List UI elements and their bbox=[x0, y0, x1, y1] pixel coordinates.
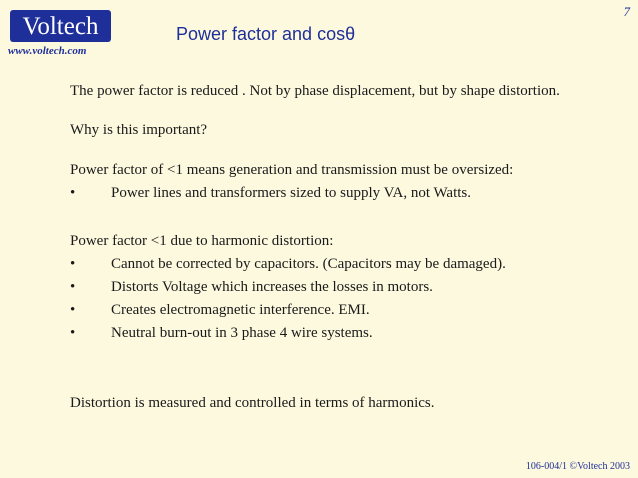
bullet-marker: • bbox=[70, 325, 76, 341]
website-url: www.voltech.com bbox=[8, 45, 87, 57]
question-line: Why is this important? bbox=[70, 122, 208, 138]
voltech-logo bbox=[10, 10, 111, 42]
section2-bullet-1: Cannot be corrected by capacitors. (Capacitors may be damaged). bbox=[111, 256, 506, 272]
section2-bullet-3: Creates electromagnetic interference. EMI. bbox=[111, 302, 370, 318]
section1-bullet-1: Power lines and transformers sized to supply VA, not Watts. bbox=[111, 185, 472, 201]
page-number: 7 bbox=[623, 4, 630, 19]
section2-bullet-2: Distorts Voltage which increases the losses in motors. bbox=[111, 279, 433, 295]
section2-heading: Power factor <1 due to harmonic distortion: bbox=[70, 233, 334, 249]
section1-heading: Power factor of <1 means generation and transmission must be oversized: bbox=[70, 162, 514, 178]
intro-line: The power factor is reduced . Not by phase displacement, but by shape distortion. bbox=[70, 83, 560, 99]
bullet-marker: • bbox=[70, 302, 76, 318]
slide-title: Power factor and cosθ bbox=[176, 24, 356, 44]
bullet-marker: • bbox=[70, 256, 76, 272]
section2-bullet-4: Neutral burn-out in 3 phase 4 wire systems. bbox=[111, 325, 373, 341]
bullet-marker: • bbox=[70, 279, 76, 295]
footer-copyright: 106-004/1 ©Voltech 2003 bbox=[525, 461, 630, 472]
logo-text: Voltech bbox=[22, 12, 99, 40]
bullet-marker: • bbox=[70, 185, 76, 201]
conclusion-line: Distortion is measured and controlled in terms of harmonics. bbox=[70, 395, 435, 411]
